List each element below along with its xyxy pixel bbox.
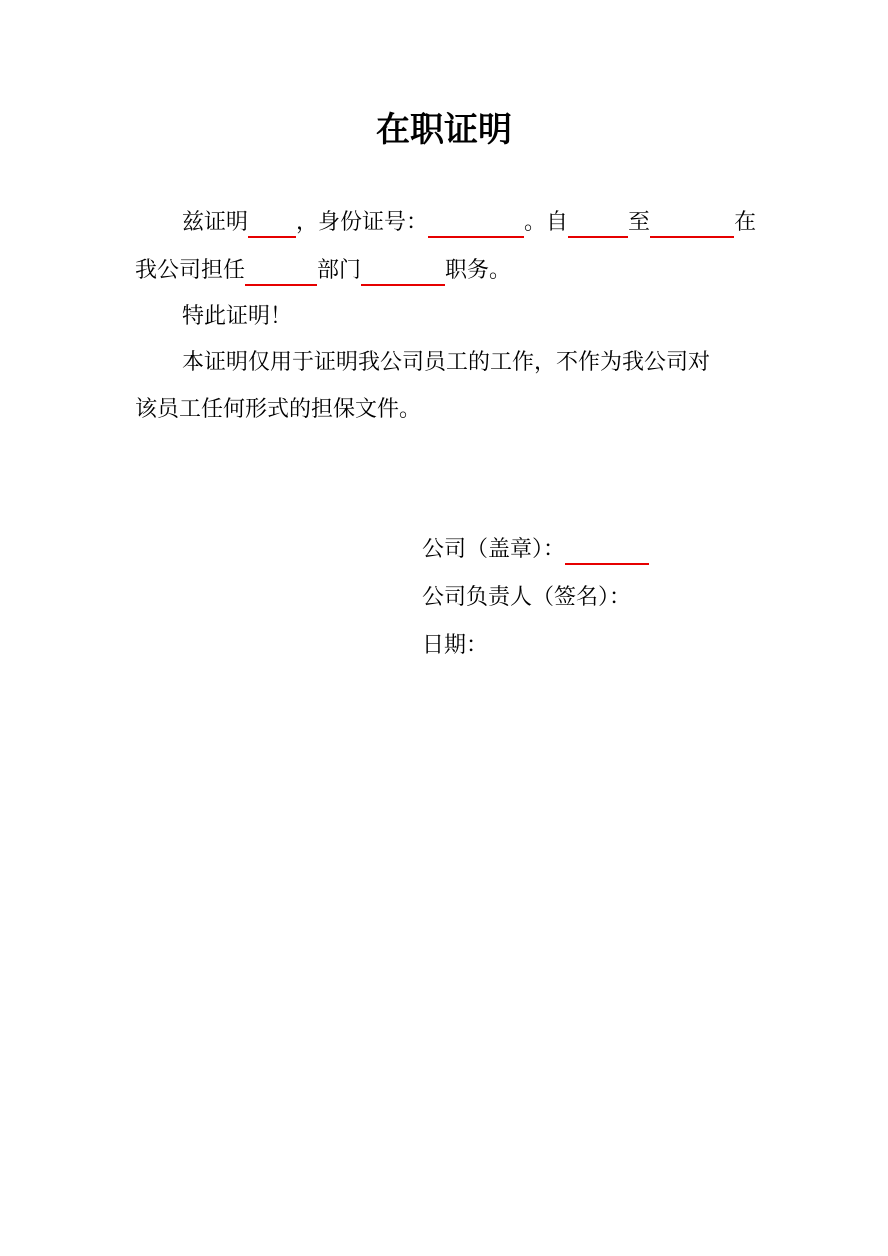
- text-serve-at-company: 我公司担任: [135, 258, 246, 283]
- start-date-blank[interactable]: [568, 210, 628, 238]
- end-date-blank[interactable]: [650, 210, 734, 238]
- company-seal-line: [422, 535, 649, 565]
- department-blank[interactable]: [245, 258, 317, 286]
- text-position: 职务。: [445, 258, 512, 283]
- name-blank[interactable]: [248, 210, 296, 238]
- text-from: 。自: [524, 210, 569, 235]
- position-blank[interactable]: [361, 258, 445, 286]
- paragraph-3-line-2: 该员工任何形式的担保文件。: [135, 397, 422, 422]
- paragraph-1-line-1: [182, 208, 756, 238]
- text-department: 部门: [317, 258, 362, 283]
- paragraph-1-line-2: [135, 256, 511, 286]
- manager-signature-line: [422, 583, 631, 613]
- company-seal-blank[interactable]: [565, 537, 649, 565]
- text-id-number-label: ，身份证号：: [296, 210, 429, 235]
- date-line: [422, 631, 488, 661]
- document-title: 在职证明: [376, 110, 512, 150]
- manager-signature-label: 公司负责人（签名）：: [422, 585, 632, 610]
- text-certify: 兹证明: [182, 210, 249, 235]
- text-at: 在: [734, 210, 757, 235]
- date-label: 日期：: [422, 633, 489, 658]
- paragraph-2: 特此证明！: [182, 304, 293, 329]
- paragraph-3-line-1: [182, 348, 756, 378]
- company-seal-label: 公司（盖章）：: [422, 537, 566, 562]
- id-number-blank[interactable]: [428, 210, 524, 238]
- paragraph-3-text: 本证明仅用于证明我公司员工的工作，不作为我公司对: [182, 350, 711, 375]
- text-to: 至: [628, 210, 651, 235]
